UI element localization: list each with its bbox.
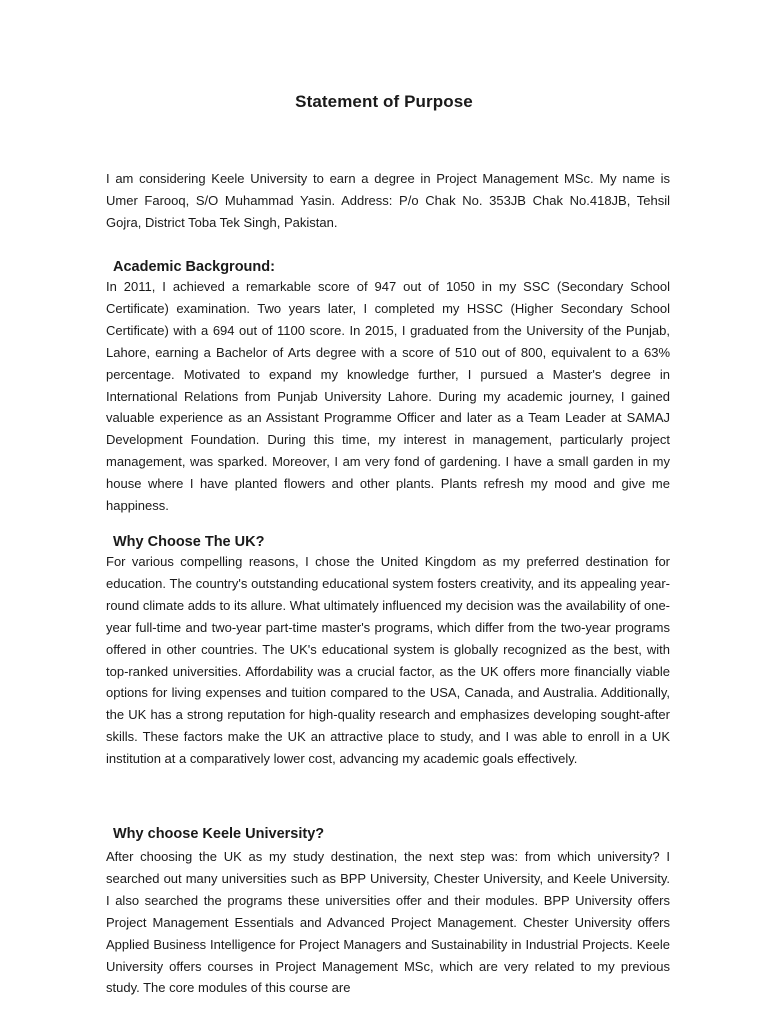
section-body-why-choose-uk: For various compelling reasons, I chose the United Kingdom as my preferred destination for education. The country's outstanding educational system fosters creativity, and its appealing year-round climate adds to its allure. What ultimately influenced my decision was the availability of one-year full-time and two-year part-time master's programs, which differ from the two-year programs offered in other countries. The UK's educational system is globally recognized as the best, with top-ranked universities. Affordability was a crucial factor, as the UK offers more financially viable options for living expenses and tuition compared to the USA, Canada, and Australia. Additionally, the UK has a strong reputation for high-quality research and emphasizes developing sought-after skills. These factors make the UK an attractive place to study, and I was able to enroll in a UK institution at a comparatively lower cost, advancing my academic goals effectively.: [106, 554, 670, 767]
section-heading-why-choose-keele: Why choose Keele University?: [113, 826, 325, 842]
section-body-academic-background: In 2011, I achieved a remarkable score of 947 out of 1050 in my SSC (Secondary School Certificate) examination. Two years later, I completed my HSSC (Higher Secondary School Certificate) with a 694 out of 1100 score. In 2015, I graduated from the University of the Punjab, Lahore, earning a Bachelor of Arts degree with a score of 510 out of 800, equivalent to a 63% percentage. Motivated to expand my knowledge further, I pursued a Master's degree in International Relations from Punjab University Lahore. During my academic journey, I gained valuable experience as an Assistant Programme Officer and later as a Team Leader at SAMAJ Development Foundation. During this time, my interest in management, particularly project management, was sparked. Moreover, I am very fond of gardening. I have a small garden in my house where I have planted flowers and other plants. Plants refresh my mood and give me happiness.: [106, 279, 670, 514]
intro-paragraph: I am considering Keele University to earn a degree in Project Management MSc. My name is Umer Farooq, S/O Muhammad Yasin. Address: P/o Chak No. 353JB Chak No.418JB, Tehsil Gojra, District Toba Tek Singh, Pakistan.: [106, 171, 670, 230]
section-heading-why-choose-uk: Why Choose The UK?: [113, 534, 265, 550]
section-body-why-choose-keele: After choosing the UK as my study destination, the next step was: from which university? I searched out many universities such as BPP University, Chester University, and Keele University. I also searched the programs these universities offer and their modules. BPP University offers Project Management Essentials and Advanced Project Management. Chester University offers Applied Business Intelligence for Project Managers and Sustainability in Industrial Projects. Keele University offers courses in Project Management MSc, which are very related to my previous study. The core modules of this course are: [106, 849, 670, 996]
section-heading-academic-background: Academic Background:: [113, 259, 275, 275]
page-title: Statement of Purpose: [295, 92, 473, 111]
